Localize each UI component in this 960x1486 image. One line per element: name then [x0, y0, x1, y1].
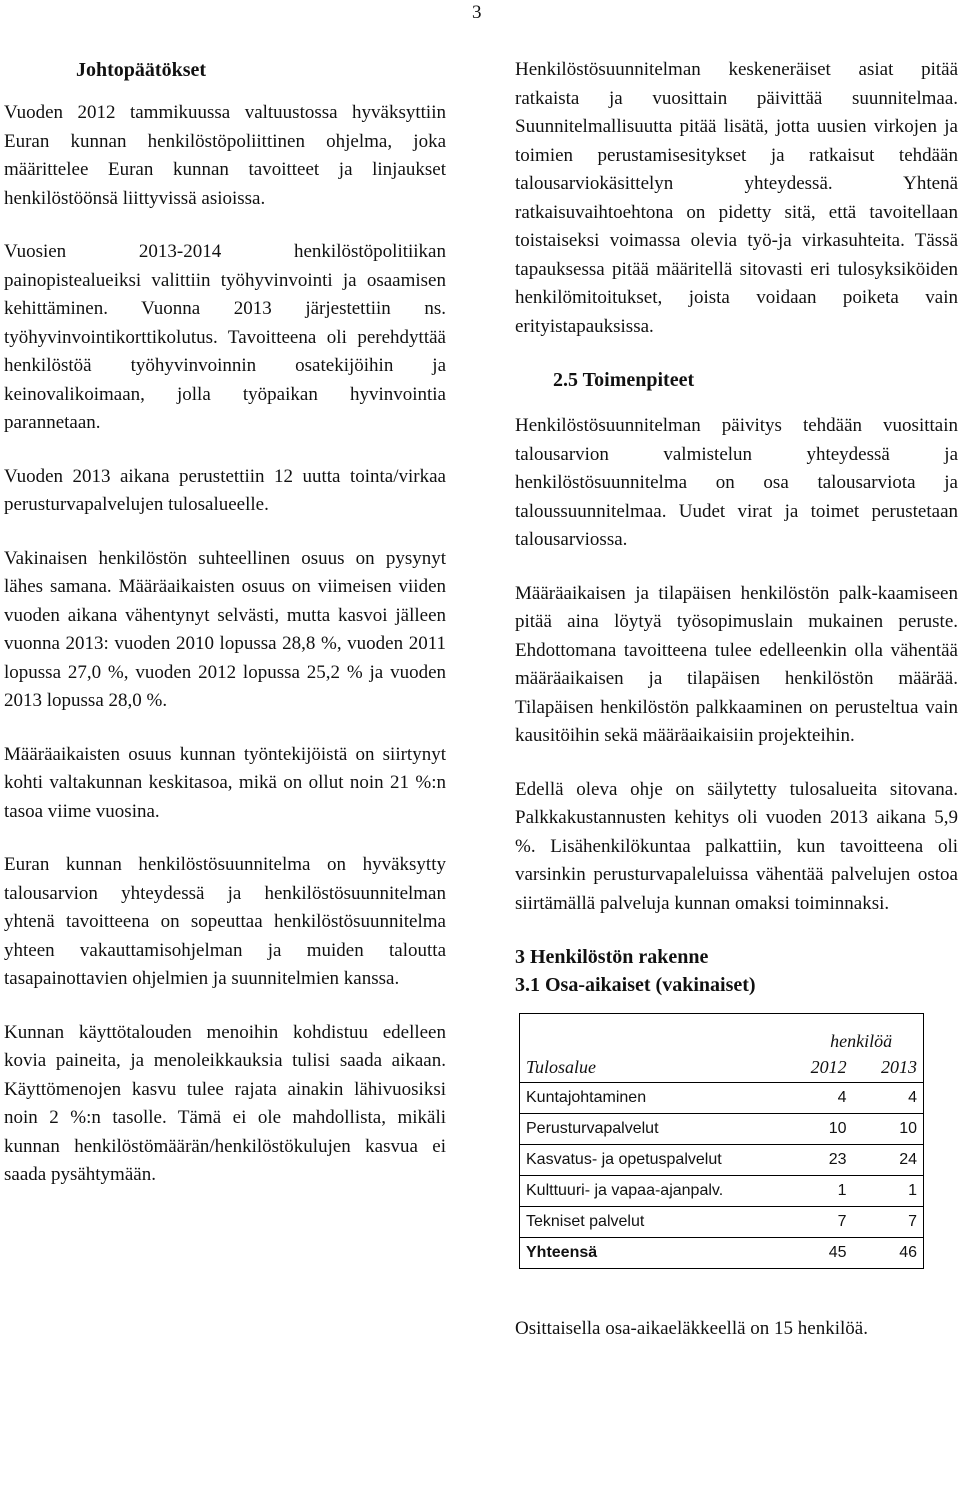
table-row [520, 1114, 924, 1145]
left-paragraph-5: Määräaikaisten osuus kunnan työntekijöistä on siirtynyt kohti valtakunnan keskitasoa, mikä on ollut noin 21 %:n tasoa viime vuosina. [4, 743, 446, 822]
cell-2012: 1 [782, 1176, 852, 1207]
cell-unit: Kulttuuri- ja vapaa-ajanpalv. [520, 1176, 783, 1207]
column-header-unit: Tulosalue [520, 1052, 783, 1083]
table-row [520, 1145, 924, 1176]
cell-2012: 7 [782, 1207, 852, 1238]
table-column-header-row [520, 1052, 924, 1083]
left-column [4, 56, 446, 1215]
cell-total-label: Yhteensä [520, 1238, 783, 1269]
subsection-heading: 3.1 Osa-aikaiset (vakinaiset) [515, 974, 756, 996]
cell-2013: 24 [853, 1145, 924, 1176]
left-paragraph-1: Vuoden 2012 tammikuussa valtuustossa hyväksyttiin Euran kunnan henkilöstöpoliittinen ohjelma, joka määrittelee Euran kunnan tavoitteet ja linjaukset henkilöstöönsä liittyvissä asioissa. [4, 102, 446, 209]
right-paragraph-2: Määräaikaisen ja tilapäisen henkilöstön palk-kaamiseen pitää aina löytyä työsopimuslain mukainen peruste. Ehdottomana tavoitteena tulee edelleenkin olla vähentää määräaikaisen ja tilapäisen henkilöstön määrää. Tilapäisen henkilöstön palkkaaminen on perusteltua vain kausitöihin sekä määräaikaisiin projekteihin. [515, 582, 958, 746]
right-paragraph-3: Edellä oleva ohje on säilytetty tulosalueita sitovana. Palkkakustannusten kehitys oli vuoden 2013 aikana 5,9 %. Lisähenkilökuntaa palkattiin, kun tavoitteena oli varsinkin perusturvapaleluissa vähentää palvelujen ostoa siirtämällä palveluja kunnan omaksi toiminnaksi. [515, 778, 958, 914]
page-number: 3 [472, 2, 482, 23]
table-footnote: Osittaisella osa-aikaeläkkeellä on 15 henkilöä. [515, 1318, 868, 1339]
conclusions-heading: Johtopäätökset [76, 59, 207, 81]
table-group-header: henkilöä [830, 1031, 893, 1051]
cell-2012: 4 [782, 1083, 852, 1114]
cell-unit: Perusturvapalvelut [520, 1114, 783, 1145]
cell-unit: Tekniset palvelut [520, 1207, 783, 1238]
cell-2013: 4 [853, 1083, 924, 1114]
cell-unit: Kuntajohtaminen [520, 1083, 783, 1114]
cell-unit: Kasvatus- ja opetuspalvelut [520, 1145, 783, 1176]
table-row [520, 1207, 924, 1238]
table-row [520, 1083, 924, 1114]
cell-total-2012: 45 [782, 1238, 852, 1269]
cell-2012: 23 [782, 1145, 852, 1176]
cell-total-2013: 46 [853, 1238, 924, 1269]
left-paragraph-7: Kunnan käyttötalouden menoihin kohdistuu edelleen kovia paineita, ja menoleikkauksia tulisi saada aikaan. Käyttömenojen kasvu tulee rajata ainakin lähivuosiksi noin 2 %:n tasolle. Tämä ei ole mahdollista, mikäli kunnan henkilöstömäärän/henkilöstökulujen kasvua ei saada pysähtymään. [4, 1021, 446, 1185]
left-paragraph-4: Vakinaisen henkilöstön suhteellinen osuus on pysynyt lähes samana. Määräaikaisten osuus on viimeisen viiden vuoden aikana vähentynyt selvästi, mutta kasvoi jälleen vuonna 2013: vuoden 2010 lopussa 28,8 %, vuoden 2011 lopussa 27,0 %, vuoden 2012 lopussa 25,2 % ja vuoden 2013 lopussa 28,0 %. [4, 547, 446, 711]
cell-2013: 10 [853, 1114, 924, 1145]
column-header-2012: 2012 [782, 1052, 852, 1083]
chapter-heading: 3 Henkilöstön rakenne [515, 946, 709, 968]
cell-2012: 10 [782, 1114, 852, 1145]
part-time-staff-table [519, 1013, 924, 1269]
cell-2013: 7 [853, 1207, 924, 1238]
table-total-row [520, 1238, 924, 1269]
right-paragraph-1: Henkilöstösuunnitelman päivitys tehdään vuosittain talousarvion valmistelun yhteydessä ja henkilöstösuunnitelma on osa talousarviota ja taloussuunnitelmaa. Uudet virat ja toimet perustetaan talousarviossa. [515, 415, 958, 550]
right-column [515, 56, 958, 1369]
table-row [520, 1176, 924, 1207]
cell-2013: 1 [853, 1176, 924, 1207]
column-header-2013: 2013 [853, 1052, 924, 1083]
section-heading-measures: 2.5 Toimenpiteet [553, 369, 695, 391]
left-paragraph-2: Vuosien 2013-2014 henkilöstöpolitiikan painopistealueiksi valittiin työhyvinvointi ja osaamisen kehittäminen. Vuonna 2013 järjestettiin ns. työhyvinvointikorttikolutus. Tavoitteena oli perehdyttää henkilöstöä työhyvinvoinnin osatekijöihin ja keinovalikoimaan, jolla työpaikan hyvinvointia parannetaan. [4, 241, 446, 433]
right-intro-paragraph: Henkilöstösuunnitelman keskeneräiset asiat pitää ratkaista ja vuosittain päivittää suunnitelmaa. Suunnitelmallisuutta pitää lisätä, jotta uusien virkojen ja toimien perustamisesitykset ja ratkaisut tehdään talousarviokäsittelyn yhteydessä. Yhtenä ratkaisuvaihtoehtona on pidetty sitä, että tavoitellaan toistaiseksi voimassa olevia työ-ja virkasuhteita. Tässä tapauksessa pitää määritellä sitovasti eri tulosyksiköiden henkilömitoitukset, joista voidaan poiketa vain erityistapauksissa. [515, 59, 958, 337]
left-paragraph-3: Vuoden 2013 aikana perustettiin 12 uutta tointa/virkaa perusturvapalvelujen tulosalueelle. [4, 465, 446, 515]
table-group-header-row [520, 1014, 924, 1053]
left-paragraph-6: Euran kunnan henkilöstösuunnitelma on hyväksytty talousarvion yhteydessä ja henkilöstösuunnitelman yhtenä tavoitteena on sopeuttaa henkilöstösuunnitelma yhteen vakauttamisohjelman ja muiden taloutta tasapainottavien ohjelmien ja suunnitelmien kanssa. [4, 854, 446, 989]
